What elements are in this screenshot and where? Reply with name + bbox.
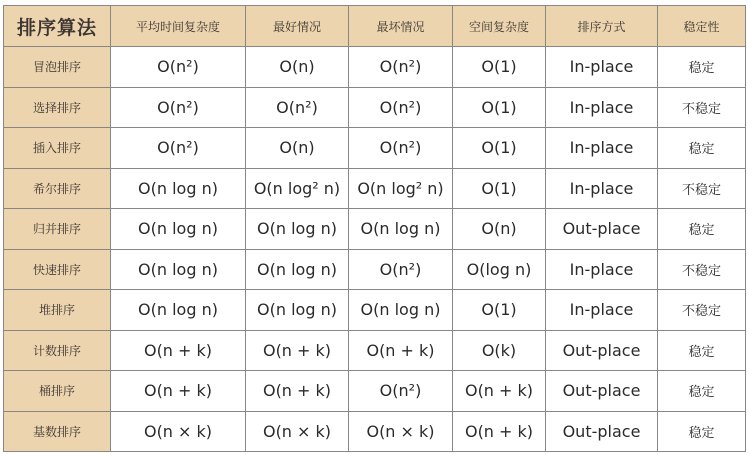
- average-time: O(n log n): [111, 168, 246, 209]
- sort-mode: In-place: [546, 128, 658, 169]
- algorithm-name: 计数排序: [4, 330, 111, 371]
- table-row: [4, 371, 746, 412]
- table-row: [4, 47, 746, 88]
- average-time: O(n × k): [111, 411, 246, 452]
- table-row: [4, 87, 746, 128]
- sort-mode: In-place: [546, 87, 658, 128]
- header-row: [4, 6, 746, 47]
- average-time: O(n + k): [111, 330, 246, 371]
- sort-mode: In-place: [546, 168, 658, 209]
- average-time: O(n log n): [111, 209, 246, 250]
- space-complexity: O(1): [453, 290, 546, 331]
- worst-case: O(n log n): [349, 290, 453, 331]
- algorithm-name: 希尔排序: [4, 168, 111, 209]
- algorithm-name: 桶排序: [4, 371, 111, 412]
- algorithm-name: 归并排序: [4, 209, 111, 250]
- algorithm-name: 堆排序: [4, 290, 111, 331]
- table-header: [4, 6, 746, 47]
- stability: 稳定: [658, 330, 746, 371]
- worst-case: O(n log² n): [349, 168, 453, 209]
- stability: 稳定: [658, 47, 746, 88]
- sort-mode: Out-place: [546, 371, 658, 412]
- table-row: [4, 168, 746, 209]
- table-row: [4, 290, 746, 331]
- header-algorithm: 排序算法: [4, 6, 111, 47]
- best-case: O(n log n): [246, 209, 349, 250]
- sorting-algorithms-table: [3, 5, 746, 452]
- algorithm-name: 快速排序: [4, 249, 111, 290]
- algorithm-name: 选择排序: [4, 87, 111, 128]
- header-best-case: 最好情况: [246, 6, 349, 47]
- stability: 稳定: [658, 411, 746, 452]
- best-case: O(n log² n): [246, 168, 349, 209]
- space-complexity: O(n): [453, 209, 546, 250]
- header-stability: 稳定性: [658, 6, 746, 47]
- worst-case: O(n²): [349, 128, 453, 169]
- worst-case: O(n²): [349, 371, 453, 412]
- stability: 不稳定: [658, 290, 746, 331]
- sort-mode: Out-place: [546, 411, 658, 452]
- worst-case: O(n log n): [349, 209, 453, 250]
- sort-mode: In-place: [546, 47, 658, 88]
- best-case: O(n): [246, 47, 349, 88]
- best-case: O(n log n): [246, 249, 349, 290]
- average-time: O(n + k): [111, 371, 246, 412]
- worst-case: O(n²): [349, 87, 453, 128]
- best-case: O(n + k): [246, 371, 349, 412]
- worst-case: O(n²): [349, 47, 453, 88]
- space-complexity: O(n + k): [453, 411, 546, 452]
- table-row: [4, 249, 746, 290]
- header-mode: 排序方式: [546, 6, 658, 47]
- algorithm-name: 插入排序: [4, 128, 111, 169]
- table-row: [4, 411, 746, 452]
- table-body: [4, 47, 746, 452]
- table-row: [4, 209, 746, 250]
- best-case: O(n²): [246, 87, 349, 128]
- space-complexity: O(n + k): [453, 371, 546, 412]
- space-complexity: O(1): [453, 168, 546, 209]
- average-time: O(n²): [111, 128, 246, 169]
- stability: 稳定: [658, 371, 746, 412]
- table-row: [4, 128, 746, 169]
- average-time: O(n²): [111, 87, 246, 128]
- space-complexity: O(k): [453, 330, 546, 371]
- stability: 稳定: [658, 209, 746, 250]
- best-case: O(n): [246, 128, 349, 169]
- average-time: O(n log n): [111, 249, 246, 290]
- worst-case: O(n × k): [349, 411, 453, 452]
- best-case: O(n + k): [246, 330, 349, 371]
- average-time: O(n²): [111, 47, 246, 88]
- stability: 不稳定: [658, 168, 746, 209]
- best-case: O(n × k): [246, 411, 349, 452]
- header-worst-case: 最坏情况: [349, 6, 453, 47]
- stability: 不稳定: [658, 87, 746, 128]
- sort-mode: Out-place: [546, 209, 658, 250]
- average-time: O(n log n): [111, 290, 246, 331]
- stability: 稳定: [658, 128, 746, 169]
- worst-case: O(n + k): [349, 330, 453, 371]
- stability: 不稳定: [658, 249, 746, 290]
- space-complexity: O(1): [453, 128, 546, 169]
- best-case: O(n log n): [246, 290, 349, 331]
- sort-mode: In-place: [546, 249, 658, 290]
- worst-case: O(n²): [349, 249, 453, 290]
- algorithm-name: 冒泡排序: [4, 47, 111, 88]
- sort-mode: Out-place: [546, 330, 658, 371]
- space-complexity: O(1): [453, 47, 546, 88]
- space-complexity: O(log n): [453, 249, 546, 290]
- table-row: [4, 330, 746, 371]
- header-average-time: 平均时间复杂度: [111, 6, 246, 47]
- algorithm-name: 基数排序: [4, 411, 111, 452]
- space-complexity: O(1): [453, 87, 546, 128]
- header-space: 空间复杂度: [453, 6, 546, 47]
- sort-mode: In-place: [546, 290, 658, 331]
